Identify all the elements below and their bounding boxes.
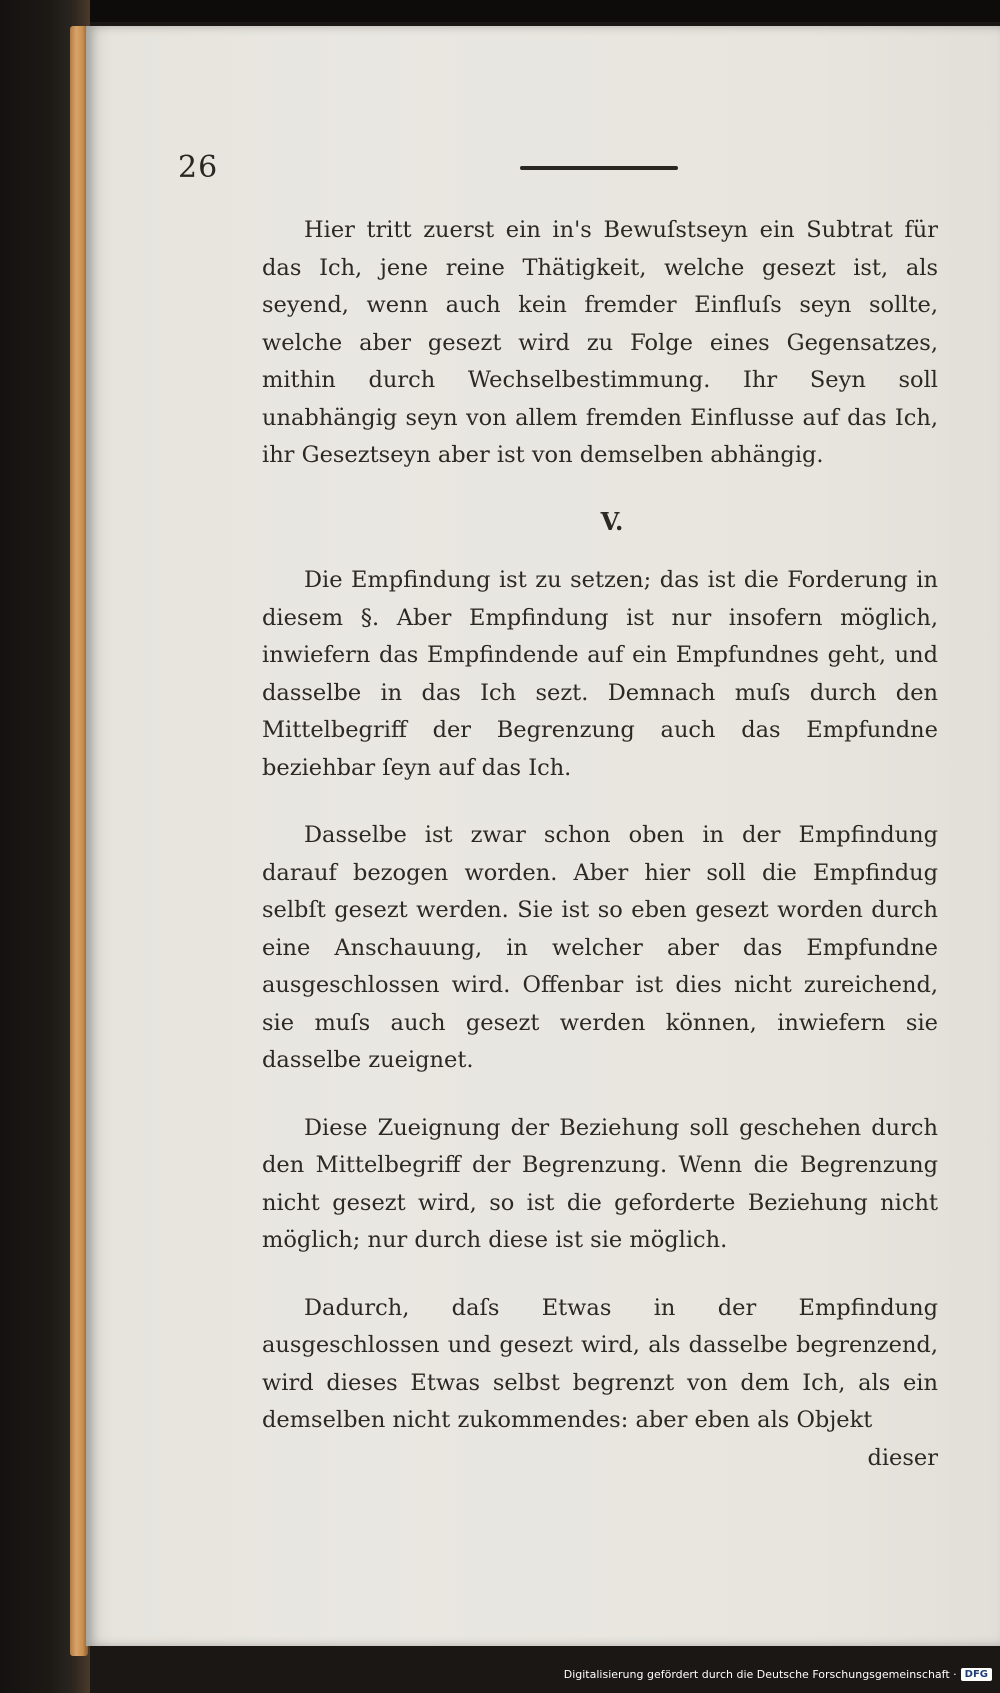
- dfg-logo-icon: DFG: [961, 1668, 992, 1681]
- credit-text: Digitalisierung gefördert durch die Deutsche Forschungsgemeinschaft ·: [563, 1668, 957, 1681]
- paragraph-5: Dadurch, daſs Etwas in der Empfindung ausgeschlossen und gesezt wird, als dasselbe begrenzend, wird dieses Etwas selbst begrenzt von dem Ich, als ein demselben nicht zukommendes: aber eben als Objekt: [262, 1294, 938, 1433]
- paragraph-1: Hier tritt zuerst ein in's Bewuſstseyn ein Subtrat für das Ich, jene reine Thätigkeit, welche gesezt ist, als seyend, wenn auch kein fremder Einfluſs seyn sollte, welche aber gesezt wird zu Folge eines Gegensatzes, mithin durch Wechselbestimmung. Ihr Seyn soll unabhängig seyn von allem fremden Einflusse auf das Ich, ihr Geseztseyn aber ist von demselben abhängig.: [262, 217, 938, 468]
- paragraph-gap: [262, 1080, 938, 1110]
- page-number: 26: [178, 150, 219, 185]
- header-ornament-rule: [520, 166, 678, 170]
- paragraph-2: Die Empfindung ist zu setzen; das ist die Forderung in diesem §. Aber Empfindung ist nur insofern möglich, inwiefern das Empfindende auf ein Empfundnes geht, und dasselbe in das Ich sezt. Demnach muſs durch den Mittelbegriff der Begrenzung auch das Empfundne beziehbar ſeyn auf das Ich.: [262, 567, 938, 781]
- paragraph-gap: [262, 1260, 938, 1290]
- digitization-credit: [564, 1668, 992, 1681]
- paragraph-gap: [262, 787, 938, 817]
- paragraph-3: Dasselbe ist zwar schon oben in der Empfindung darauf bezogen worden. Aber hier soll die Empfindug selbſt gesezt werden. Sie ist so eben gesezt worden durch eine Anschauung, in welcher aber das Empfundne ausgeschlossen wird. Offenbar ist dies nicht zureichend, sie muſs auch gesezt werden können, inwiefern sie dasselbe zueignet.: [262, 822, 938, 1073]
- catch-word: dieser: [867, 1444, 938, 1471]
- page-body: [262, 212, 938, 1477]
- paragraph-4: Diese Zueignung der Beziehung soll geschehen durch den Mittelbegriff der Begrenzung. Wenn die Begrenzung nicht gesezt wird, so ist die geforderte Beziehung nicht möglich; nur durch diese ist sie möglich.: [262, 1114, 938, 1253]
- scan-top-border: [0, 0, 1000, 22]
- section-heading: V.: [600, 506, 624, 536]
